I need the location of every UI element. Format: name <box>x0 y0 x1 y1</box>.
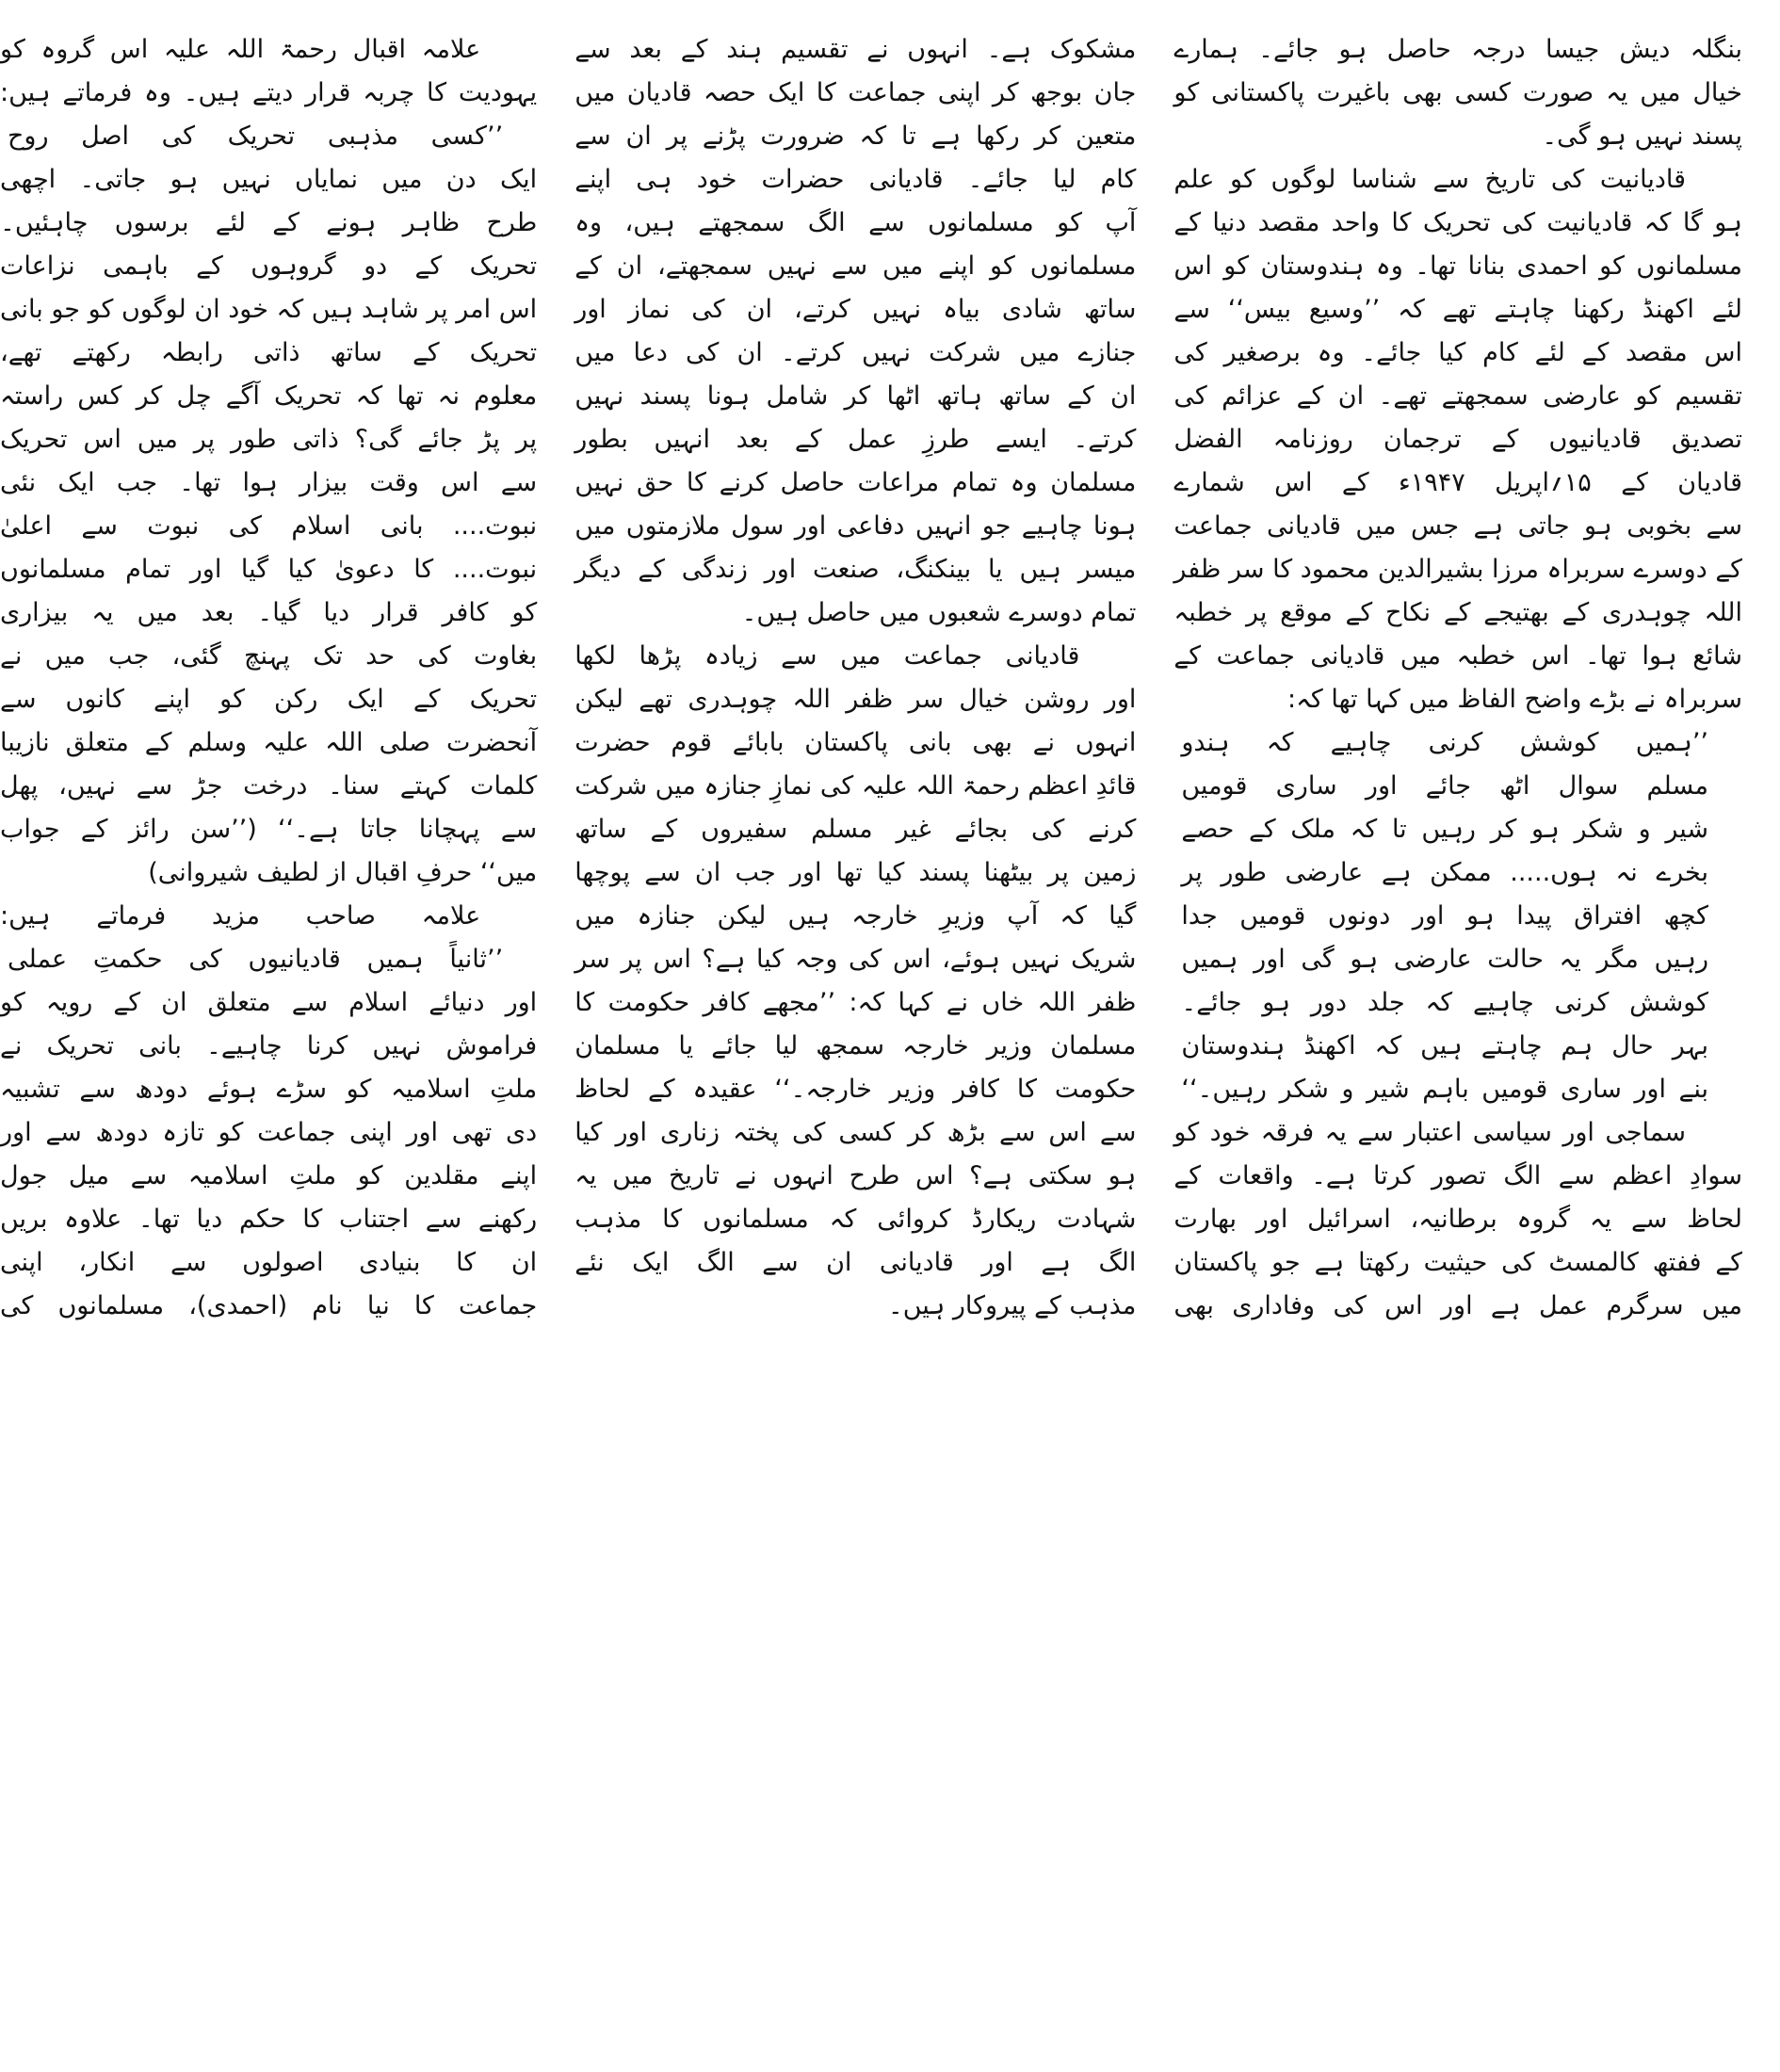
text-line: زمین پر بیٹھنا پسند کیا تھا اور جب ان سے پوچھا <box>574 858 1137 887</box>
text-line: فراموش نہیں کرنا چاہیے۔ بانی تحریک نے <box>0 1031 538 1060</box>
text-line: مسلم سوال اٹھ جائے اور ساری قومیں <box>1181 771 1708 801</box>
text-line: بنے اور ساری قومیں باہم شیر و شکر رہیں۔‘‘ <box>1181 1075 1708 1104</box>
text-line: خیال میں یہ صورت کسی بھی باغیرت پاکستانی کو <box>1173 78 1742 107</box>
text-line: حکومت کا کافر وزیر خارجہ۔‘‘ عقیدہ کے لحاظ <box>574 1075 1137 1104</box>
text-line: اور دنیائے اسلام سے متعلق ان کے رویہ کو <box>0 988 538 1017</box>
text-line: ان کا بنیادی اصولوں سے انکار، اپنی <box>0 1248 538 1277</box>
text-line: شہادت ریکارڈ کروائی کہ مسلمانوں کا مذہب <box>574 1205 1137 1234</box>
column-middle <box>574 28 1136 2034</box>
text-line: تصدیق قادیانیوں کے ترجمان روزنامہ الفضل <box>1173 425 1742 454</box>
text-line: ساتھ شادی بیاہ نہیں کرتے، ان کی نماز اور <box>574 295 1137 324</box>
text-line: میں‘‘ حرفِ اقبال از لطیف شیروانی) <box>148 858 538 887</box>
text-line: پر پڑ جائے گی؟ ذاتی طور پر میں اس تحریک <box>0 425 538 454</box>
text-line: کام لیا جائے۔ قادیانی حضرات خود ہی اپنے <box>574 165 1137 194</box>
text-line: تمام دوسرے شعبوں میں حاصل ہیں۔ <box>741 598 1137 627</box>
text-line: تحریک کے دو گروہوں کے باہمی نزاعات <box>0 251 538 281</box>
text-line: سوادِ اعظم سے الگ تصور کرتا ہے۔ واقعات کے <box>1173 1161 1742 1190</box>
text-line: ہو سکتی ہے؟ اس طرح انہوں نے تاریخ میں یہ <box>574 1161 1137 1190</box>
text-line: لئے اکھنڈ رکھنا چاہتے تھے کہ ’’وسیع بیس‘‘ سے <box>1173 295 1742 324</box>
text-line: اور روشن خیال سر ظفر اللہ چوہدری تھے لیکن <box>574 685 1137 714</box>
text-line: تحریک کے ساتھ ذاتی رابطہ رکھتے تھے، <box>0 338 538 367</box>
text-line: بخرے نہ ہوں..... ممکن ہے عارضی طور پر <box>1181 858 1708 887</box>
text-line: پسند نہیں ہو گی۔ <box>1542 121 1742 151</box>
text-line: ’’کسی مذہبی تحریک کی اصل روح <box>8 121 504 151</box>
text-line: گیا کہ آپ وزیرِ خارجہ ہیں لیکن جنازہ میں <box>574 901 1137 931</box>
text-line: اس امر پر شاہد ہیں کہ خود ان لوگوں کو جو بانی <box>0 295 538 324</box>
text-line: مسلمان وزیر خارجہ سمجھ لیا جائے یا مسلمان <box>574 1031 1137 1060</box>
text-line: قائدِ اعظم رحمۃ اللہ علیہ کی نمازِ جنازہ میں شرکت <box>574 771 1137 801</box>
text-line: جنازے میں شرکت نہیں کرتے۔ ان کی دعا میں <box>574 338 1137 367</box>
text-line: کوشش کرنی چاہیے کہ جلد دور ہو جائے۔ <box>1181 988 1708 1017</box>
text-line: اللہ چوہدری کے بھتیجے کے نکاح کے موقع پر خطبہ <box>1173 598 1742 627</box>
text-line: ہونا چاہیے جو انہیں دفاعی اور سول ملازمتوں میں <box>574 511 1137 541</box>
column-left <box>0 28 537 2034</box>
text-line: سربراہ نے بڑے واضح الفاظ میں کہا تھا کہ: <box>1287 685 1742 714</box>
text-line: لحاظ سے یہ گروہ برطانیہ، اسرائیل اور بھارت <box>1173 1205 1742 1234</box>
text-line: کرنے کی بجائے غیر مسلم سفیروں کے ساتھ <box>574 815 1137 844</box>
text-line: کرتے۔ ایسے طرزِ عمل کے بعد انہیں بطور <box>574 425 1137 454</box>
text-line: جان بوجھ کر اپنی جماعت کا ایک حصہ قادیان میں <box>574 78 1137 107</box>
text-line: سے اس سے بڑھ کر کسی کی پختہ زناری اور کیا <box>574 1118 1137 1147</box>
text-line: نبوت.... کا دعویٰ کیا گیا اور تمام مسلمانوں <box>0 555 538 584</box>
text-line: اپنے مقلدین کو ملتِ اسلامیہ سے میل جول <box>0 1161 538 1190</box>
text-line: میسر ہیں یا بینکنگ، صنعت اور زندگی کے دیگر <box>574 555 1137 584</box>
text-line: رہیں مگر یہ حالت عارضی ہو گی اور ہمیں <box>1181 945 1708 974</box>
text-line: مشکوک ہے۔ انہوں نے تقسیم ہند کے بعد سے <box>574 35 1137 64</box>
text-line: ظفر اللہ خاں نے کہا کہ: ’’مجھے کافر حکومت کا <box>574 988 1137 1017</box>
text-line: سماجی اور سیاسی اعتبار سے یہ فرقہ خود کو <box>1173 1118 1686 1147</box>
text-line: یہودیت کا چربہ قرار دیتے ہیں۔ وہ فرماتے ہیں: <box>0 78 538 107</box>
text-line: کے ففتھ کالمسٹ کی حیثیت رکھتا ہے جو پاکستان <box>1173 1248 1742 1277</box>
text-line: طرح ظاہر ہونے کے لئے برسوں چاہئیں۔ <box>0 208 538 237</box>
text-line: مسلمانوں کو احمدی بنانا تھا۔ وہ ہندوستان کو اس <box>1173 251 1742 281</box>
text-line: تقسیم کو عارضی سمجھتے تھے۔ ان کے عزائم کی <box>1173 381 1742 411</box>
text-line: ’’ہمیں کوشش کرنی چاہیے کہ ہندو <box>1181 728 1708 757</box>
text-line: کلمات کہتے سنا۔ درخت جڑ سے نہیں، پھل <box>0 771 538 801</box>
text-line: انہوں نے بھی بانی پاکستان بابائے قوم حضرت <box>574 728 1137 757</box>
text-line: آنحضرت صلی اللہ علیہ وسلم کے متعلق نازیبا <box>0 728 538 757</box>
text-line: بغاوت کی حد تک پہنچ گئی، جب میں نے <box>0 641 538 671</box>
text-line: شریک نہیں ہوئے، اس کی وجہ کیا ہے؟ اس پر سر <box>574 945 1137 974</box>
text-line: کچھ افتراق پیدا ہو اور دونوں قومیں جدا <box>1181 901 1708 931</box>
text-line: میں سرگرم عمل ہے اور اس کی وفاداری بھی <box>1173 1291 1742 1320</box>
text-line: رکھنے سے اجتناب کا حکم دیا تھا۔ علاوہ بریں <box>0 1205 538 1234</box>
text-line: مسلمان وہ تمام مراعات حاصل کرنے کا حق نہیں <box>574 468 1137 497</box>
text-line: ملتِ اسلامیہ کو سڑے ہوئے دودھ سے تشبیہ <box>0 1075 538 1104</box>
text-line: سے پہچانا جاتا ہے۔‘‘ (’’سن رائز کے جواب <box>0 815 538 844</box>
text-line: آپ کو مسلمانوں سے الگ سمجھتے ہیں، وہ <box>574 208 1137 237</box>
text-line: ہو گا کہ قادیانیت کی تحریک کا واحد مقصد دنیا کے <box>1173 208 1742 237</box>
text-line: بہر حال ہم چاہتے ہیں کہ اکھنڈ ہندوستان <box>1181 1031 1708 1060</box>
text-line: متعین کر رکھا ہے تا کہ ضرورت پڑنے پر ان سے <box>574 121 1137 151</box>
text-line: قادیانیت کی تاریخ سے شناسا لوگوں کو علم <box>1173 165 1686 194</box>
text-line: مذہب کے پیروکار ہیں۔ <box>887 1291 1137 1320</box>
text-line: کو کافر قرار دیا گیا۔ بعد میں یہ بیزاری <box>0 598 538 627</box>
text-line: ’’ثانیاً ہمیں قادیانیوں کی حکمتِ عملی <box>8 945 504 974</box>
text-line: شائع ہوا تھا۔ اس خطبہ میں قادیانی جماعت کے <box>1173 641 1742 671</box>
column-right <box>1173 28 1742 2034</box>
text-line: تحریک کے ایک رکن کو اپنے کانوں سے <box>0 685 538 714</box>
text-line: جماعت کا نیا نام (احمدی)، مسلمانوں کی <box>0 1291 538 1320</box>
text-line: معلوم نہ تھا کہ تحریک آگے چل کر کس راستہ <box>0 381 538 411</box>
text-line: قادیان کے ۱۵؍اپریل ۱۹۴۷ء کے اس شمارے <box>1173 468 1742 497</box>
text-line: بنگلہ دیش جیسا درجہ حاصل ہو جائے۔ ہمارے <box>1173 35 1742 64</box>
text-line: شیر و شکر ہو کر رہیں تا کہ ملک کے حصے <box>1181 815 1708 844</box>
text-line: دی تھی اور اپنی جماعت کو تازہ دودھ سے اور <box>0 1118 538 1147</box>
text-line: ان کے ساتھ ہاتھ اٹھا کر شامل ہونا پسند نہیں <box>574 381 1137 411</box>
text-line: سے اس وقت بیزار ہوا تھا۔ جب ایک نئی <box>0 468 538 497</box>
text-line: نبوت.... بانی اسلام کی نبوت سے اعلیٰ <box>0 511 538 541</box>
text-line: علامہ صاحب مزید فرماتے ہیں: <box>0 901 481 931</box>
text-line: اس مقصد کے لئے کام کیا جائے۔ وہ برصغیر کی <box>1173 338 1742 367</box>
text-line: کے دوسرے سربراہ مرزا بشیرالدین محمود کا سر ظفر <box>1173 555 1742 584</box>
text-line: علامہ اقبال رحمۃ اللہ علیہ اس گروہ کو <box>0 35 481 64</box>
text-line: ایک دن میں نمایاں نہیں ہو جاتی۔ اچھی <box>0 165 538 194</box>
text-line: سے بخوبی ہو جاتی ہے جس میں قادیانی جماعت <box>1173 511 1742 541</box>
text-line: الگ ہے اور قادیانی ان سے الگ ایک نئے <box>574 1248 1137 1277</box>
text-line: قادیانی جماعت میں سے زیادہ پڑھا لکھا <box>574 641 1080 671</box>
text-line: مسلمانوں کو اپنے میں سے نہیں سمجھتے، ان کے <box>574 251 1137 281</box>
